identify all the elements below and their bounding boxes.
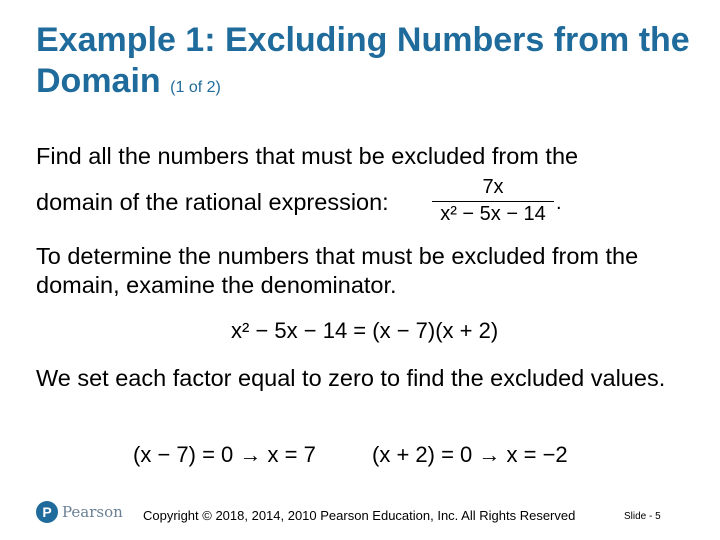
instruction-text: We set each factor equal to zero to find the excluded values.	[36, 365, 666, 391]
copyright-text: Copyright © 2018, 2014, 2010 Pearson Education, Inc. All Rights Reserved	[143, 508, 576, 523]
explanation-text: To determine the numbers that must be excluded from the domain, examine the denominator.	[36, 243, 639, 298]
fraction-denominator: x² − 5x − 14	[440, 203, 546, 225]
intro-text-line1: Find all the numbers that must be excluded from the	[36, 143, 579, 169]
factor-equation: x² − 5x − 14 = (x − 7)(x + 2)	[231, 318, 499, 343]
slide-title-part: (1 of 2)	[170, 79, 221, 96]
intro-text-line2: domain of the rational expression:	[36, 189, 389, 215]
pearson-logo-text: Pearson	[62, 503, 123, 521]
rational-expression	[432, 176, 554, 226]
slide-title	[36, 20, 696, 108]
solution-equation-2: (x + 2) = 0 → x = −2	[372, 442, 568, 467]
fraction-numerator: 7x	[482, 176, 504, 198]
slide-title-main: Example 1: Excluding Numbers from the Domain	[36, 21, 690, 100]
pearson-logo	[36, 501, 123, 523]
pearson-logo-icon: P	[36, 501, 58, 523]
fraction-period: .	[556, 192, 562, 214]
solution-equation-1: (x − 7) = 0 → x = 7	[133, 442, 316, 467]
slide-number: Slide - 5	[624, 511, 661, 522]
